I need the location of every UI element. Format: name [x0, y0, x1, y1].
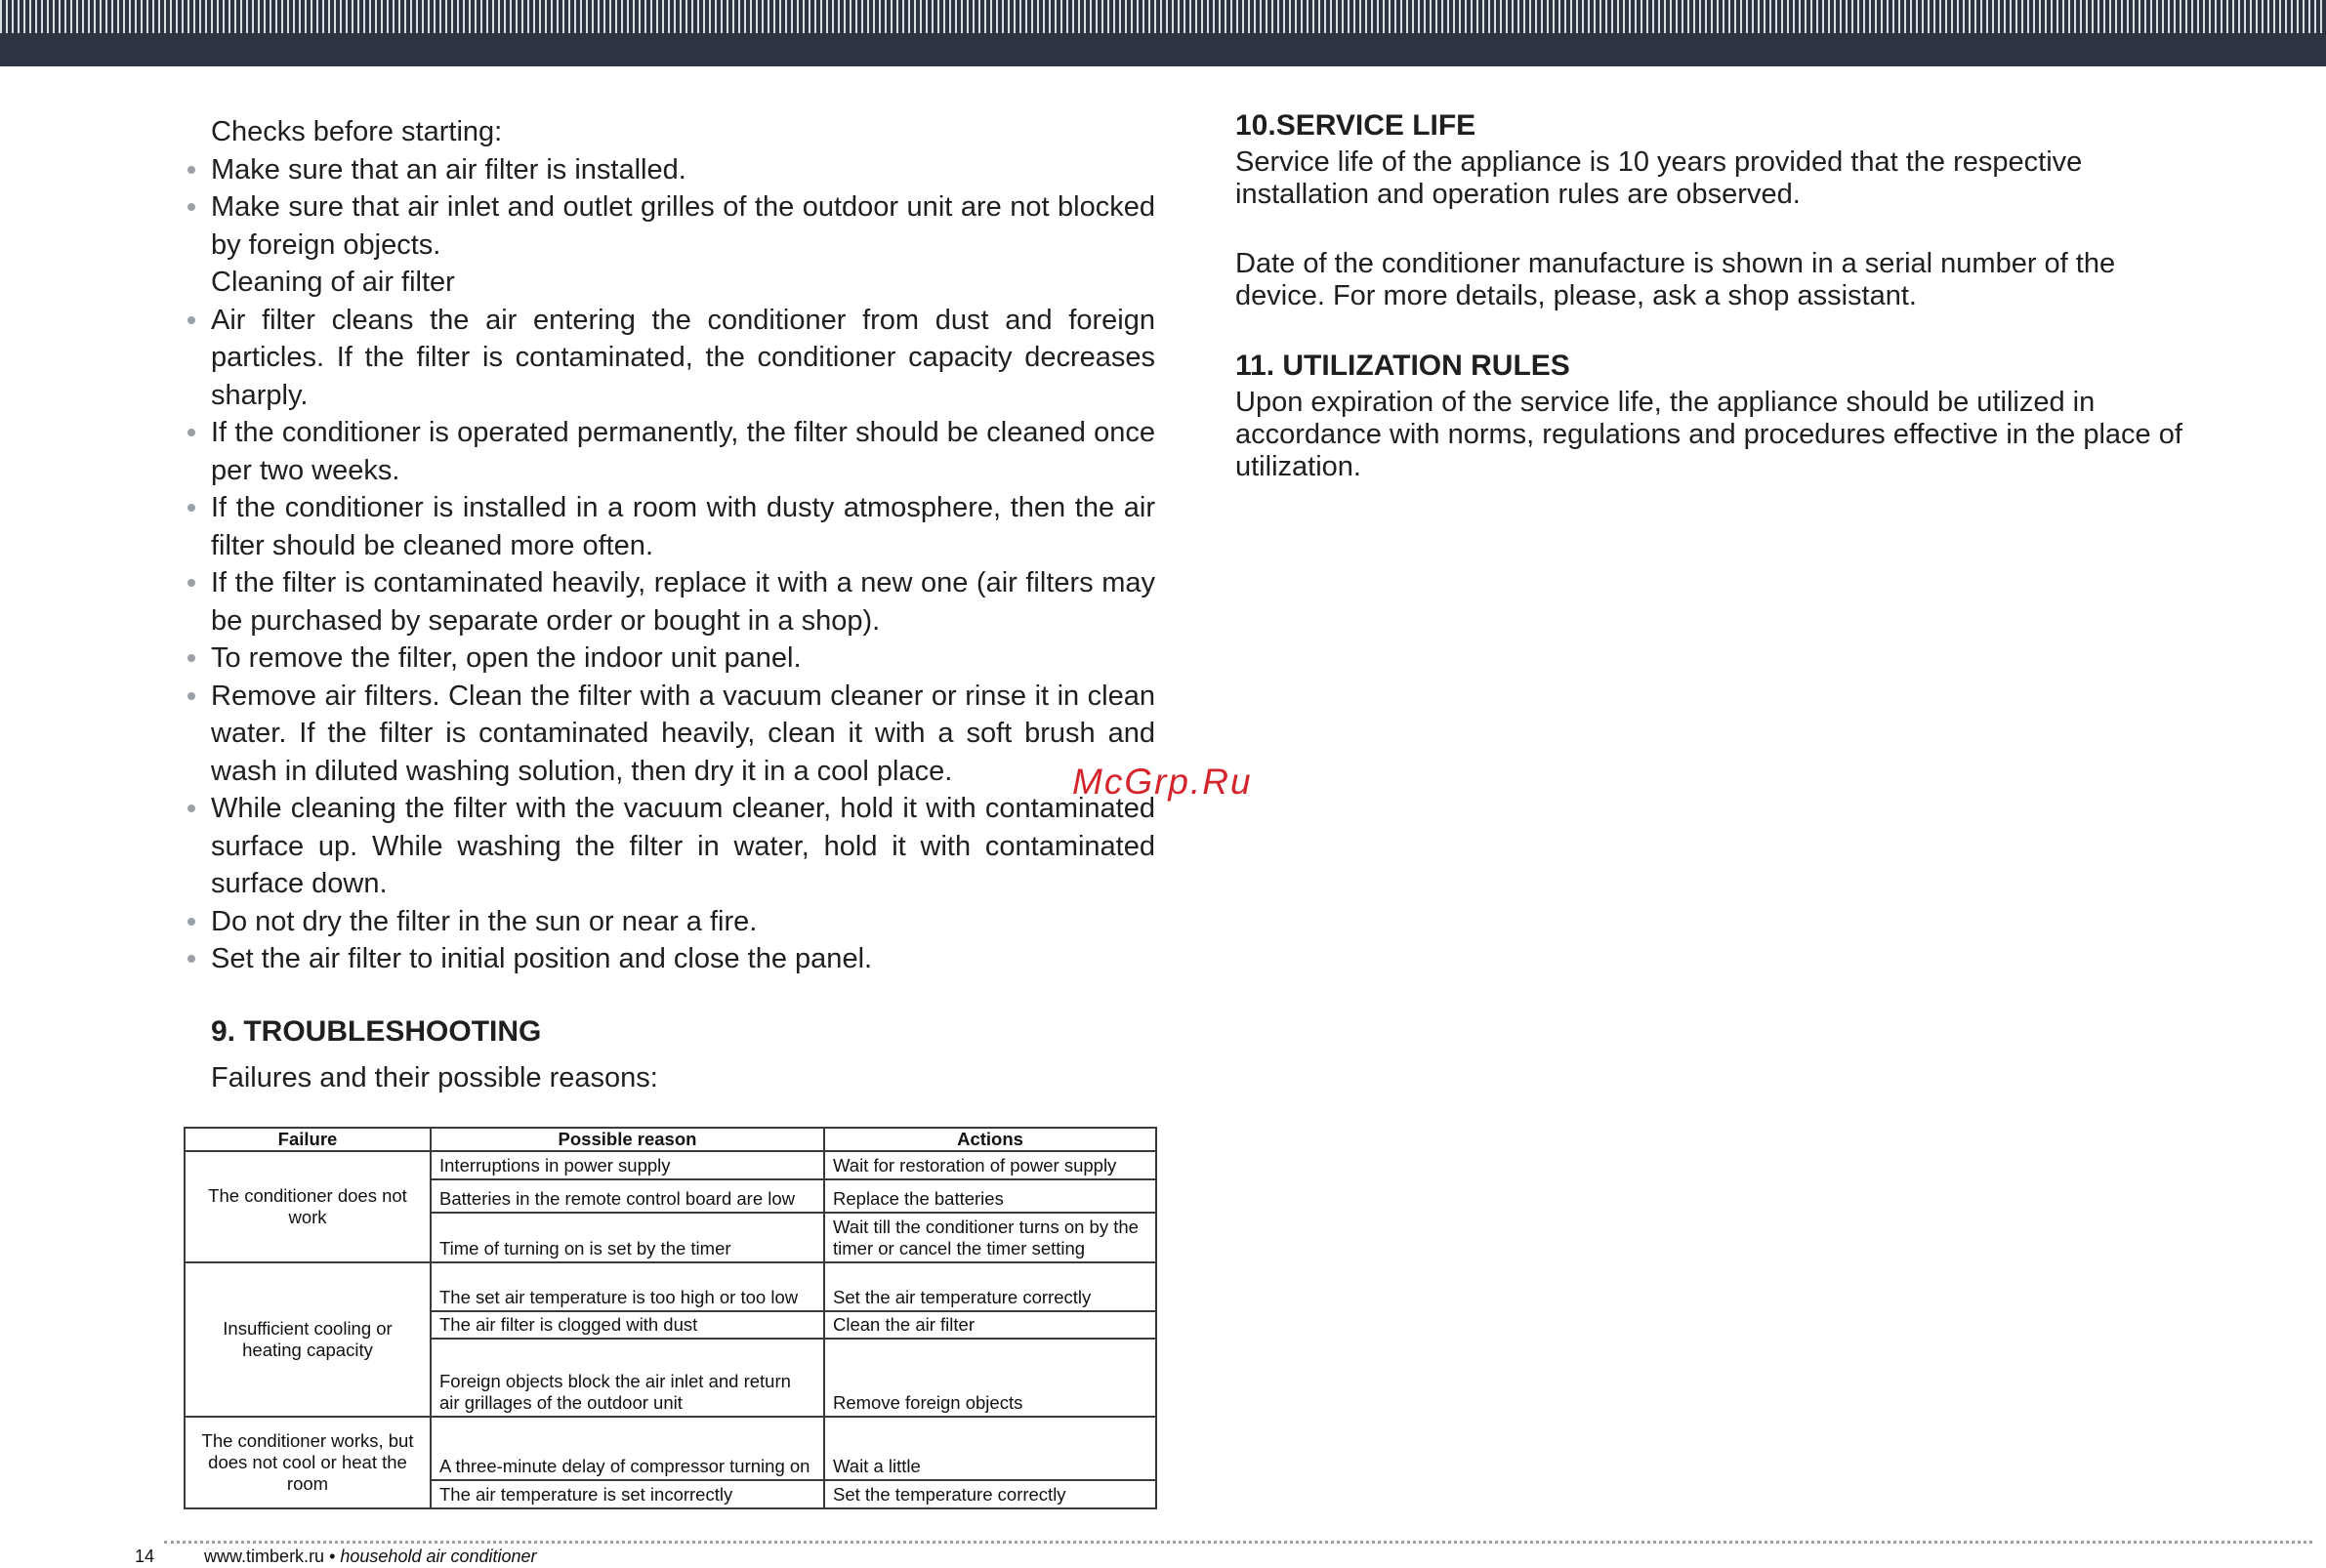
footer-separator: •: [324, 1547, 341, 1566]
reason-cell: The air temperature is set incorrectly: [431, 1480, 824, 1508]
failure-cell: The conditioner works, but does not cool or heat the room: [185, 1417, 431, 1508]
service-life-title: 10.SERVICE LIFE: [1235, 109, 1476, 142]
reason-cell: A three-minute delay of compressor turning on: [431, 1417, 824, 1480]
watermark: McGrp.Ru: [1072, 762, 1253, 802]
list-item: If the conditioner is operated permanently, the filter should be cleaned once per two weeks.: [184, 414, 1155, 489]
list-item: While cleaning the filter with the vacuum cleaner, hold it with contaminated surface up. While washing the filter in water, hold it with contaminated surface down.: [184, 790, 1155, 903]
action-cell: Clean the air filter: [824, 1311, 1156, 1340]
list-item: To remove the filter, open the indoor unit panel.: [184, 640, 1155, 678]
action-cell: Replace the batteries: [824, 1179, 1156, 1214]
failure-cell: The conditioner does not work: [185, 1151, 431, 1262]
header-failure: Failure: [185, 1128, 431, 1151]
action-cell: Set the air temperature correctly: [824, 1262, 1156, 1310]
cleaning-heading: Cleaning of air filter: [211, 267, 455, 298]
reason-cell: Foreign objects block the air inlet and return air grillages of the outdoor unit: [431, 1339, 824, 1417]
table-row: [185, 1417, 1156, 1480]
utilization-paragraph: Upon expiration of the service life, the appliance should be utilized in accordance with norms, regulations and procedures effective in the place of utilization.: [1235, 387, 2182, 482]
service-life-paragraph: Service life of the appliance is 10 years provided that the respective installation and operation rules are observed.: [1235, 146, 2083, 210]
manufacture-date-paragraph: Date of the conditioner manufacture is shown in a serial number of the device. For more details, please, ask a shop assistant.: [1235, 248, 2116, 311]
list-item: Make sure that an air filter is installed.: [184, 151, 1155, 189]
page-number: 14: [135, 1547, 155, 1566]
list-item: If the filter is contaminated heavily, replace it with a new one (air filters may be purchased by separate order or bought in a shop).: [184, 564, 1155, 640]
action-cell: Remove foreign objects: [824, 1339, 1156, 1417]
cleaning-list: [184, 302, 1155, 978]
list-item: Air filter cleans the air entering the conditioner from dust and foreign particles. If the filter is contaminated, the conditioner capacity decreases sharply.: [184, 302, 1155, 415]
list-item: Do not dry the filter in the sun or near a fire.: [184, 903, 1155, 941]
header-actions: Actions: [824, 1128, 1156, 1151]
footer: [135, 1547, 537, 1567]
footer-divider: [164, 1541, 2312, 1544]
reason-cell: The set air temperature is too high or too low: [431, 1262, 824, 1310]
reason-cell: Batteries in the remote control board are low: [431, 1179, 824, 1214]
header-possible-reason: Possible reason: [431, 1128, 824, 1151]
left-column: [184, 113, 1155, 1094]
action-cell: Set the temperature correctly: [824, 1480, 1156, 1508]
spacer: [1235, 211, 2212, 248]
list-item: Remove air filters. Clean the filter with a vacuum cleaner or rinse it in clean water. If the filter is contaminated heavily, clean it with a soft brush and wash in diluted washing solution, then dry it in a cool place.: [184, 678, 1155, 791]
table-header-row: [185, 1128, 1156, 1151]
checks-list: [184, 151, 1155, 265]
list-item: Set the air filter to initial position and close the panel.: [184, 940, 1155, 978]
list-item: If the conditioner is installed in a room with dusty atmosphere, then the air filter should be cleaned more often.: [184, 489, 1155, 564]
action-cell: Wait a little: [824, 1417, 1156, 1480]
troubleshooting-title: 9. TROUBLESHOOTING: [211, 1014, 542, 1048]
top-decorative-bar: [0, 0, 2326, 66]
failure-cell: Insufficient cooling or heating capacity: [185, 1262, 431, 1416]
utilization-title: 11. UTILIZATION RULES: [1235, 350, 1570, 382]
footer-url: www.timberk.ru: [204, 1547, 325, 1566]
footer-tagline: household air conditioner: [340, 1547, 537, 1566]
checks-heading: Checks before starting:: [211, 116, 503, 147]
action-cell: Wait for restoration of power supply: [824, 1151, 1156, 1179]
reason-cell: The air filter is clogged with dust: [431, 1311, 824, 1340]
list-item: Make sure that air inlet and outlet grilles of the outdoor unit are not blocked by foreign objects.: [184, 188, 1155, 264]
reason-cell: Interruptions in power supply: [431, 1151, 824, 1179]
table-row: [185, 1262, 1156, 1310]
table-row: [185, 1151, 1156, 1179]
spacer: [1235, 312, 2212, 350]
action-cell: Wait till the conditioner turns on by the timer or cancel the timer setting: [824, 1213, 1156, 1262]
troubleshooting-table: [184, 1127, 1157, 1509]
reason-cell: Time of turning on is set by the timer: [431, 1213, 824, 1262]
right-column: [1235, 109, 2212, 483]
troubleshooting-subtitle: Failures and their possible reasons:: [211, 1061, 658, 1093]
